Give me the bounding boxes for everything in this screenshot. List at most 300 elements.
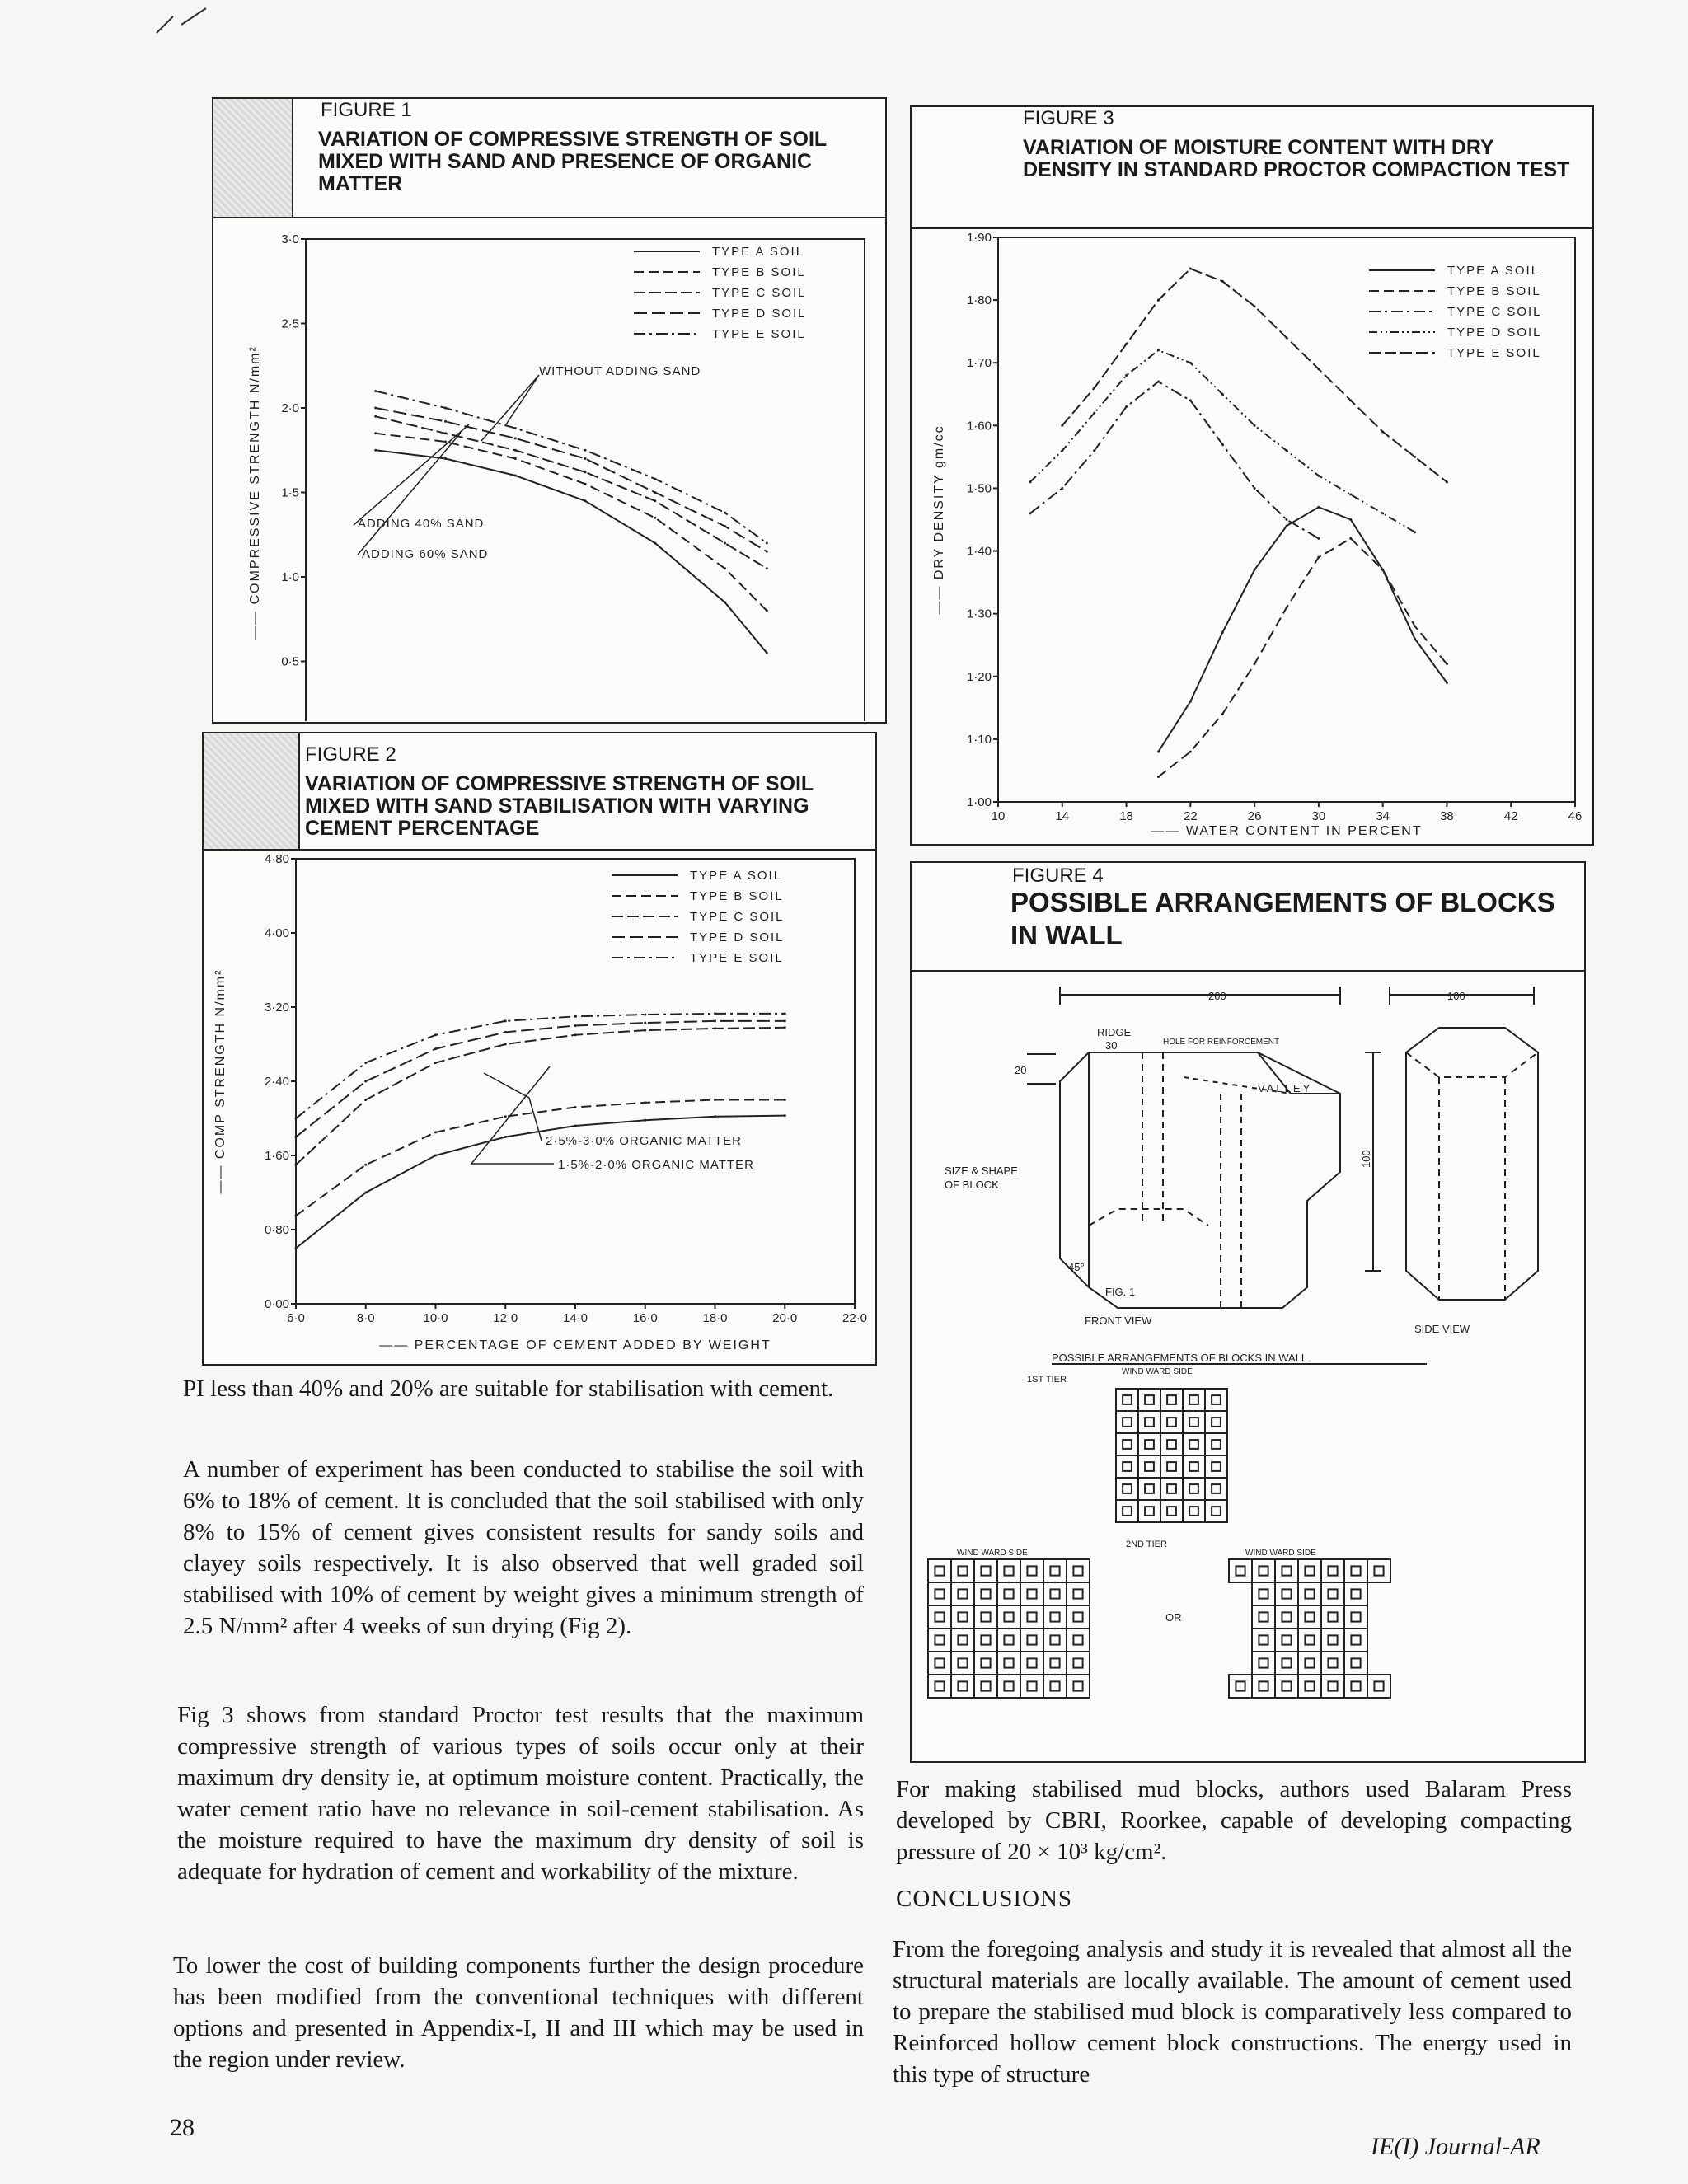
- f3-point: [1286, 607, 1288, 609]
- wall-block-hole: [1167, 1507, 1176, 1516]
- wall-block-hole: [1189, 1418, 1198, 1427]
- f3-legend-label: TYPE E SOIL: [1447, 346, 1541, 360]
- f1-annotation: ADDING 40% SAND: [358, 517, 485, 531]
- f1-point: [654, 517, 656, 519]
- figure-2: [202, 732, 877, 1366]
- f1-point: [654, 491, 656, 494]
- f1-point: [724, 542, 726, 545]
- f2-point: [574, 1015, 577, 1018]
- wall-block-hole: [1027, 1681, 1036, 1690]
- f1-point: [514, 457, 517, 460]
- wall-block-hole: [1145, 1462, 1154, 1471]
- f2-point: [364, 1080, 367, 1083]
- f3-ytick-label: 1·20: [966, 669, 992, 684]
- front-view-label: FRONT VIEW: [1085, 1315, 1152, 1327]
- wall-block-hole: [1282, 1612, 1291, 1621]
- wall-block-hole: [1004, 1681, 1013, 1690]
- figure-1: [212, 97, 887, 724]
- wall-block-hole: [1123, 1507, 1132, 1516]
- f3-ytick-label: 1·00: [966, 795, 992, 809]
- f3-point: [1349, 518, 1352, 521]
- f3-point: [1254, 305, 1256, 307]
- f3-point: [1349, 494, 1352, 496]
- wall-block-hole: [935, 1589, 944, 1598]
- figure-4-title: [1010, 886, 1555, 952]
- tier2-label: 2ND TIER: [1126, 1540, 1167, 1549]
- wall-block-hole: [1050, 1612, 1059, 1621]
- f3-point: [1381, 569, 1384, 571]
- f1-point: [724, 567, 726, 569]
- f1-series-2: [376, 416, 767, 569]
- wall-block-hole: [1167, 1418, 1176, 1427]
- f1-point: [514, 437, 517, 439]
- f1-point: [444, 432, 447, 434]
- f3-point: [1446, 682, 1448, 684]
- wall-block-hole: [1167, 1462, 1176, 1471]
- dim-30-label: 30: [1105, 1039, 1118, 1052]
- f2-point: [364, 1062, 367, 1064]
- f3-point: [1189, 701, 1192, 703]
- figure-1-label: FIGURE 1: [321, 99, 412, 121]
- f2-point: [295, 1118, 298, 1120]
- f3-point: [1189, 362, 1192, 364]
- wall-block-hole: [1259, 1635, 1268, 1644]
- f2-annotation: 2·5%-3·0% ORGANIC MATTER: [546, 1134, 742, 1148]
- wall-block-hole: [1305, 1635, 1314, 1644]
- dim-100-label: 100: [1447, 990, 1465, 1002]
- f3-point: [1286, 336, 1288, 339]
- wind-ward-3-label: WIND WARD SIDE: [1245, 1549, 1316, 1558]
- f3-point: [1317, 475, 1320, 477]
- f3-xtick-label: 30: [1311, 809, 1326, 823]
- f2-xtick-label: 12·0: [493, 1311, 518, 1325]
- wall-block-hole: [1328, 1681, 1337, 1690]
- f1-annotation: WITHOUT ADDING SAND: [539, 364, 701, 378]
- f1-ytick-label: 1·5: [281, 485, 299, 500]
- figure-4-title-line2: IN WALL: [1010, 920, 1123, 950]
- f1-point: [374, 449, 377, 452]
- f3-point: [1317, 368, 1320, 370]
- f3-series-0: [1158, 507, 1447, 752]
- wall-block-hole: [1145, 1418, 1154, 1427]
- wall-block-hole: [1305, 1612, 1314, 1621]
- wall-block-hole: [1123, 1462, 1132, 1471]
- wall-block-hole: [981, 1589, 990, 1598]
- wall-block-hole: [1374, 1566, 1383, 1575]
- wall-block-hole: [1145, 1484, 1154, 1493]
- f3-point: [1446, 480, 1448, 483]
- wall-block-hole: [958, 1658, 967, 1667]
- f3-point: [1414, 625, 1416, 627]
- f3-xtick-label: 42: [1503, 809, 1518, 823]
- f2-point: [574, 1033, 577, 1036]
- f1-point: [766, 551, 768, 553]
- f3-series-3: [1030, 350, 1415, 532]
- f1-point: [584, 457, 587, 460]
- wall-block-hole: [1328, 1658, 1337, 1667]
- f3-xtick-label: 22: [1183, 809, 1198, 823]
- f3-point: [1125, 374, 1128, 377]
- f2-ytick-label: 0·00: [264, 1297, 289, 1311]
- f2-point: [644, 1119, 646, 1122]
- wall-block-hole: [1004, 1589, 1013, 1598]
- f3-point: [1157, 751, 1160, 753]
- f3-point: [1254, 487, 1256, 490]
- wall-block-hole: [981, 1566, 990, 1575]
- figure-2-label: FIGURE 2: [305, 743, 396, 766]
- figure-4-label: FIGURE 4: [1012, 865, 1104, 887]
- f1-point: [444, 407, 447, 410]
- f1-annotation: ADDING 60% SAND: [362, 547, 489, 561]
- f3-point: [1093, 449, 1095, 452]
- wall-block-hole: [1351, 1658, 1360, 1667]
- f2-point: [504, 1031, 507, 1033]
- f2-xtick-label: 14·0: [562, 1311, 588, 1325]
- figure-3-chart: [912, 229, 1592, 843]
- f3-point: [1157, 776, 1160, 778]
- figure-1-title: VARIATION OF COMPRESSIVE STRENGTH OF SOIL MIXED WITH SAND AND PRESENCE OF ORGANIC MATTER: [318, 128, 827, 195]
- wall-block-hole: [1027, 1612, 1036, 1621]
- wall-block-hole: [1351, 1612, 1360, 1621]
- f3-point: [1381, 512, 1384, 514]
- f2-point: [574, 1125, 577, 1127]
- f3-ytick-label: 1·90: [966, 231, 992, 245]
- wall-block-hole: [1351, 1566, 1360, 1575]
- wall-block-hole: [958, 1566, 967, 1575]
- left-paragraph-1: PI less than 40% and 20% are suitable for stabilisation with cement.: [183, 1376, 834, 1402]
- wall-block-hole: [1004, 1658, 1013, 1667]
- wall-block-hole: [1212, 1507, 1221, 1516]
- f3-ytick-label: 1·50: [966, 481, 992, 496]
- wall-block-hole: [1050, 1566, 1059, 1575]
- f1-point: [374, 415, 377, 418]
- f2-point: [434, 1155, 437, 1157]
- figure-4-title-line1: POSSIBLE ARRANGEMENTS OF BLOCKS: [1010, 887, 1555, 917]
- f2-xtick-label: 20·0: [772, 1311, 798, 1325]
- wall-block-hole: [1189, 1507, 1198, 1516]
- f3-point: [1317, 537, 1320, 540]
- f1-point: [654, 478, 656, 480]
- f2-ytick-label: 3·20: [264, 1001, 289, 1015]
- wall-block-hole: [1305, 1589, 1314, 1598]
- hole-label: HOLE FOR REINFORCEMENT: [1163, 1038, 1280, 1047]
- f2-point: [295, 1164, 298, 1166]
- f3-point: [1189, 399, 1192, 401]
- right-paragraph-2: From the foregoing analysis and study it is revealed that almost all the structural materials are locally available. The amount of cement used to prepare the stabilised mud block is comparatively less compared to Reinforced hollow cement block constructions. The energy used in this type of structure: [893, 1936, 1572, 2088]
- f3-ytick-label: 1·60: [966, 419, 992, 434]
- f1-ytick-label: 1·0: [281, 570, 299, 584]
- f3-xtick-label: 26: [1247, 809, 1262, 823]
- dim-20-label: 20: [1015, 1064, 1027, 1076]
- figure-3: [910, 105, 1594, 846]
- f1-legend-label: TYPE E SOIL: [712, 327, 806, 341]
- f2-point: [644, 1014, 646, 1016]
- wall-block-hole: [1027, 1635, 1036, 1644]
- left-paragraph-4: To lower the cost of building components further the design procedure has been modified from the conventional techniques with different options and presented in Appendix-I, II and III which may be used in the region under review.: [173, 1952, 864, 2073]
- wall-block-hole: [958, 1589, 967, 1598]
- wall-block-hole: [1236, 1681, 1245, 1690]
- f3-point: [1061, 487, 1063, 490]
- wall-block-hole: [1305, 1566, 1314, 1575]
- wall-block-hole: [1189, 1395, 1198, 1404]
- wall-block-hole: [1027, 1658, 1036, 1667]
- wall-block-hole: [1259, 1566, 1268, 1575]
- wall-block-hole: [1167, 1440, 1176, 1449]
- f2-xtick-label: 6·0: [287, 1311, 305, 1325]
- f1-point: [766, 542, 768, 545]
- wall-block-hole: [958, 1635, 967, 1644]
- f3-xtick-label: 34: [1376, 809, 1390, 823]
- wall-block-hole: [1123, 1484, 1132, 1493]
- f2-xtick-label: 22·0: [842, 1311, 868, 1325]
- right-paragraph-1: For making stabilised mud blocks, authors used Balaram Press developed by CBRI, Roorkee, capable of developing compacting pressure of 20 × 10³ kg/cm².: [896, 1776, 1572, 1865]
- f3-series-1: [1158, 538, 1447, 776]
- f3-series-2: [1030, 382, 1319, 538]
- f2-point: [714, 1099, 716, 1101]
- wall-block-hole: [958, 1612, 967, 1621]
- wall-block-hole: [1145, 1507, 1154, 1516]
- wall-block-hole: [1305, 1658, 1314, 1667]
- f1-ytick-label: 2·5: [281, 316, 299, 331]
- wall-block-hole: [981, 1658, 990, 1667]
- wall-block-hole: [1073, 1681, 1082, 1690]
- wall-block-hole: [1167, 1395, 1176, 1404]
- wall-block-hole: [1259, 1589, 1268, 1598]
- tier1-label: 1ST TIER: [1027, 1375, 1067, 1385]
- f3-point: [1317, 556, 1320, 559]
- f2-ytick-label: 0·80: [264, 1223, 289, 1237]
- f1-ytick-label: 3·0: [281, 232, 299, 246]
- f2-legend-label: TYPE D SOIL: [690, 930, 785, 944]
- f2-xtick-label: 18·0: [702, 1311, 728, 1325]
- f1-point: [584, 483, 587, 485]
- f3-point: [1093, 387, 1095, 389]
- f3-point: [1061, 449, 1063, 452]
- f3-point: [1157, 349, 1160, 352]
- f3-point: [1349, 399, 1352, 401]
- f2-legend-label: TYPE A SOIL: [690, 869, 783, 883]
- f3-point: [1221, 631, 1224, 634]
- f2-xtick-label: 10·0: [423, 1311, 448, 1325]
- f1-point: [514, 449, 517, 452]
- f1-point: [584, 471, 587, 473]
- f2-point: [714, 1027, 716, 1029]
- f2-point: [714, 1012, 716, 1015]
- wall-block-hole: [1351, 1681, 1360, 1690]
- wall-block-hole: [1004, 1566, 1013, 1575]
- f3-point: [1221, 443, 1224, 446]
- wall-block-hole: [1305, 1681, 1314, 1690]
- f3-point: [1029, 480, 1031, 483]
- wall-block-hole: [1212, 1440, 1221, 1449]
- wall-block-hole: [1328, 1589, 1337, 1598]
- figure-2-title: VARIATION OF COMPRESSIVE STRENGTH OF SOIL MIXED WITH SAND STABILISATION WITH VARYING CEMENT PERCENTAGE: [305, 772, 814, 840]
- left-paragraph-2: A number of experiment has been conducted to stabilise the soil with 6% to 18% of cement. It is concluded that the soil stabilised with only 8% to 15% of cement gives consistent results for sandy soils and clayey soils respectively. It is also observed that well graded soil stabilised with 10% of cement by weight gives a minimum strength of 2.5 N/mm² after 4 weeks of sun drying (Fig 2).: [183, 1456, 864, 1639]
- f1-point: [724, 601, 726, 603]
- f3-point: [1189, 268, 1192, 270]
- f3-ytick-label: 1·30: [966, 607, 992, 621]
- wall-block-hole: [1374, 1681, 1383, 1690]
- wall-block-hole: [1050, 1635, 1059, 1644]
- f3-series-4: [1062, 269, 1447, 482]
- f2-point: [295, 1215, 298, 1217]
- wall-block-hole: [1004, 1635, 1013, 1644]
- f3-point: [1093, 412, 1095, 415]
- f3-ylabel: —— DRY DENSITY gm/cc: [932, 424, 946, 615]
- wall-block-hole: [1189, 1462, 1198, 1471]
- f3-point: [1029, 512, 1031, 514]
- wall-block-hole: [1027, 1589, 1036, 1598]
- f2-point: [364, 1192, 367, 1194]
- f3-xtick-label: 38: [1440, 809, 1454, 823]
- f2-point: [364, 1099, 367, 1101]
- wall-block-hole: [1282, 1635, 1291, 1644]
- f3-point: [1414, 456, 1416, 458]
- wall-block-hole: [935, 1681, 944, 1690]
- f1-point: [444, 441, 447, 443]
- f2-plot-frame: [296, 859, 855, 1304]
- f1-point: [374, 407, 377, 410]
- f2-point: [784, 1019, 786, 1022]
- f3-point: [1254, 424, 1256, 427]
- wall-block-hole: [1328, 1635, 1337, 1644]
- wall-block-hole: [1050, 1589, 1059, 1598]
- f1-ytick-label: 2·0: [281, 401, 299, 415]
- f2-legend-label: TYPE B SOIL: [690, 889, 784, 903]
- dim-side-100-label: 100: [1360, 1150, 1372, 1168]
- wall-block-hole: [1236, 1566, 1245, 1575]
- f2-point: [784, 1026, 786, 1029]
- f3-point: [1221, 713, 1224, 715]
- f3-point: [1157, 299, 1160, 302]
- wall-block-hole: [1282, 1681, 1291, 1690]
- f2-point: [714, 1019, 716, 1022]
- wall-block-hole: [1073, 1635, 1082, 1644]
- f1-ytick-label: 0·5: [281, 654, 299, 669]
- wind-ward-1-label: WIND WARD SIDE: [1122, 1367, 1193, 1376]
- f2-point: [295, 1247, 298, 1249]
- f3-point: [1061, 424, 1063, 427]
- wall-block-hole: [935, 1635, 944, 1644]
- f2-point: [504, 1115, 507, 1118]
- f2-point: [784, 1114, 786, 1117]
- wall-block-hole: [1212, 1462, 1221, 1471]
- f3-ytick-label: 1·40: [966, 544, 992, 559]
- f3-xlabel: —— WATER CONTENT IN PERCENT: [1151, 824, 1423, 838]
- f2-point: [784, 1012, 786, 1015]
- wall-block-hole: [1189, 1440, 1198, 1449]
- f1-ylabel: —— COMPRESSIVE STRENGTH N/mm²: [248, 345, 262, 640]
- f3-legend-label: TYPE A SOIL: [1447, 264, 1540, 278]
- f1-point: [374, 390, 377, 392]
- f2-ytick-label: 4·00: [264, 926, 289, 940]
- wall-block-hole: [1351, 1635, 1360, 1644]
- f2-point: [644, 1022, 646, 1024]
- wall-block-hole: [935, 1566, 944, 1575]
- f3-point: [1125, 405, 1128, 408]
- figure-3-title: VARIATION OF MOISTURE CONTENT WITH DRY DENSITY IN STANDARD PROCTOR COMPACTION TEST: [1023, 136, 1570, 181]
- wall-block-hole: [1073, 1589, 1082, 1598]
- f2-xlabel: —— PERCENTAGE OF CEMENT ADDED BY WEIGHT: [379, 1338, 771, 1352]
- wall-block-hole: [981, 1681, 990, 1690]
- f3-point: [1254, 663, 1256, 665]
- f1-point: [654, 499, 656, 502]
- f1-point: [724, 525, 726, 527]
- f2-point: [574, 1024, 577, 1027]
- wall-block-hole: [1050, 1658, 1059, 1667]
- f1-point: [584, 499, 587, 502]
- wall-block-hole: [981, 1612, 990, 1621]
- wall-block-hole: [1145, 1395, 1154, 1404]
- wall-block-hole: [1004, 1612, 1013, 1621]
- left-paragraph-3: Fig 3 shows from standard Proctor test results that the maximum compressive strength of various types of soils occur only at their maximum dry density ie, at optimum moisture content. Practically, the water cement ratio have no relevance in soil-cement stabilisation. As the moisture required to have the maximum dry density of soil is adequate for hydration of cement and workability of the mixture.: [177, 1702, 864, 1885]
- conclusions-heading: CONCLUSIONS: [896, 1886, 1073, 1912]
- side-view-label: SIDE VIEW: [1414, 1323, 1470, 1335]
- wall-block-hole: [1189, 1484, 1198, 1493]
- fig1-label: FIG. 1: [1105, 1286, 1136, 1298]
- angle-label: 45°: [1068, 1261, 1085, 1273]
- f3-point: [1349, 537, 1352, 540]
- wall-block-hole: [1073, 1566, 1082, 1575]
- wall-block-hole: [1328, 1612, 1337, 1621]
- possible-arrangements-label: POSSIBLE ARRANGEMENTS OF BLOCKS IN WALL: [1052, 1352, 1308, 1364]
- f3-xtick-label: 46: [1568, 809, 1582, 823]
- f3-legend-label: TYPE C SOIL: [1447, 305, 1542, 319]
- f2-xtick-label: 16·0: [632, 1311, 658, 1325]
- f3-point: [1414, 531, 1416, 533]
- f2-ytick-label: 4·80: [264, 852, 289, 866]
- wall-block-hole: [1073, 1612, 1082, 1621]
- wall-block-hole: [1282, 1658, 1291, 1667]
- f1-point: [514, 427, 517, 429]
- f3-point: [1286, 518, 1288, 521]
- f1-annotation-leader: [354, 424, 469, 555]
- f2-point: [295, 1136, 298, 1138]
- wall-block-hole: [1123, 1440, 1132, 1449]
- wall-block-hole: [1282, 1589, 1291, 1598]
- wall-block-hole: [935, 1612, 944, 1621]
- size-shape-label: SIZE & SHAPE OF BLOCK: [945, 1165, 1018, 1191]
- f2-point: [644, 1029, 646, 1032]
- wall-block-hole: [1167, 1484, 1176, 1493]
- wall-block-hole: [935, 1658, 944, 1667]
- figure-4: [910, 861, 1586, 1763]
- or-label: OR: [1165, 1611, 1182, 1624]
- figure-2-chart: [204, 851, 875, 1363]
- f1-point: [766, 652, 768, 654]
- figure-3-label: FIGURE 3: [1023, 107, 1114, 129]
- f1-point: [654, 542, 656, 545]
- wall-block-hole: [1351, 1589, 1360, 1598]
- f1-annotation-leader: [481, 375, 539, 441]
- f2-point: [574, 1106, 577, 1108]
- f1-point: [444, 457, 447, 460]
- wall-block-hole: [1212, 1418, 1221, 1427]
- wall-block-hole: [1328, 1566, 1337, 1575]
- f1-legend-label: TYPE B SOIL: [712, 265, 806, 279]
- f2-ytick-label: 2·40: [264, 1075, 289, 1089]
- f3-ytick-label: 1·10: [966, 732, 992, 747]
- f3-point: [1381, 430, 1384, 433]
- f2-point: [434, 1033, 437, 1036]
- f3-point: [1125, 343, 1128, 345]
- f2-ytick-label: 1·60: [264, 1149, 289, 1163]
- wall-block-hole: [1259, 1681, 1268, 1690]
- wall-block-hole: [1212, 1395, 1221, 1404]
- wall-block-hole: [958, 1681, 967, 1690]
- f3-point: [1286, 525, 1288, 527]
- f3-point: [1221, 280, 1224, 283]
